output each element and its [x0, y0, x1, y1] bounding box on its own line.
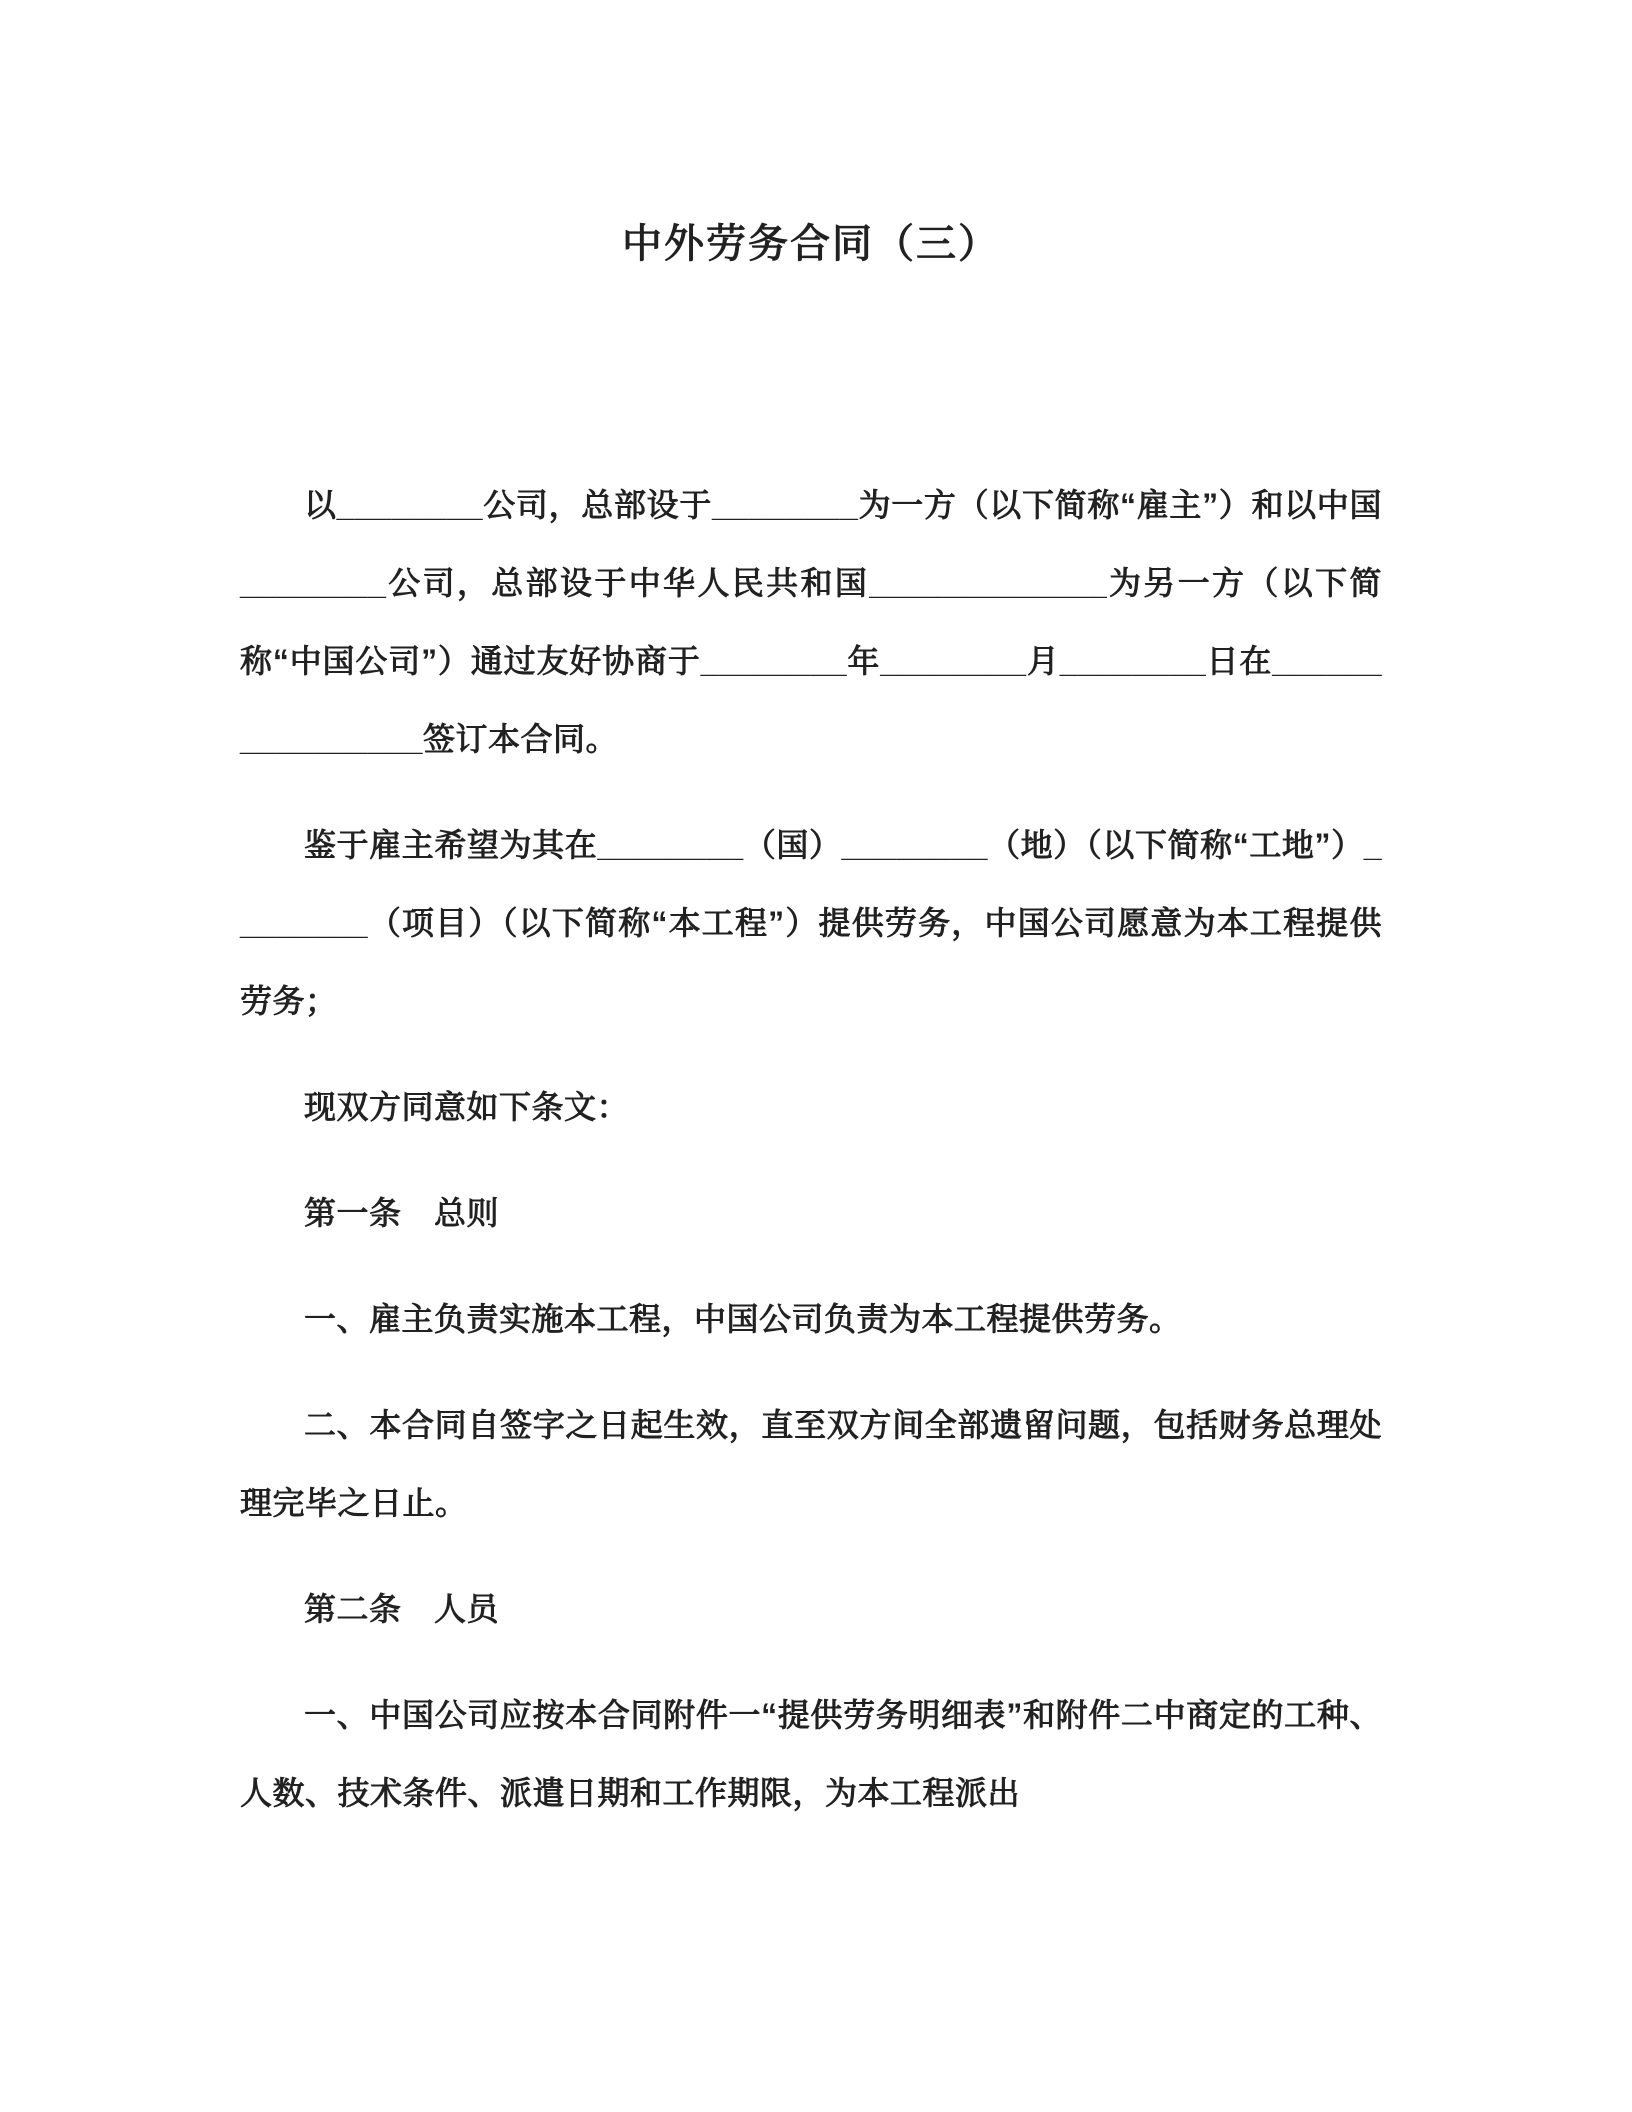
paragraph-article-1-item-1: 一、雇主负责实施本工程，中国公司负责为本工程提供劳务。: [304, 1301, 1182, 1337]
paragraph-article-2-item-1: 一、中国公司应按本合同附件一“提供劳务明细表”和附件二中商定的工种、人数、技术条件、派遣日期和工作期限，为本工程派出: [240, 1697, 1382, 1811]
section-heading-article-2: 第二条 人员: [304, 1591, 500, 1627]
paragraph-article-1-item-2: 二、本合同自签字之日起生效，直至双方间全部遗留问题，包括财务总理处理完毕之日止。: [240, 1407, 1382, 1521]
paragraph-whereas: 鉴于雇主希望为其在________（国）________（地）（以下简称“工地”）________（项目）（以下简称“本工程”）提供劳务，中国公司愿意为本工程提供劳务；: [240, 827, 1382, 1019]
document-title: 中外劳务合同（三）: [622, 222, 1000, 266]
paragraph-preamble-parties: 以________公司，总部设于________为一方（以下简称“雇主”）和以中国________公司，总部设于中华人民共和国_____________为另一方（以下简称“中国公司”）通过友好协商于________年________月________日在________________签订本合同。: [240, 487, 1382, 757]
paragraph-agreement-intro: 现双方同意如下条文：: [304, 1089, 630, 1125]
section-heading-article-1: 第一条 总则: [304, 1195, 500, 1231]
